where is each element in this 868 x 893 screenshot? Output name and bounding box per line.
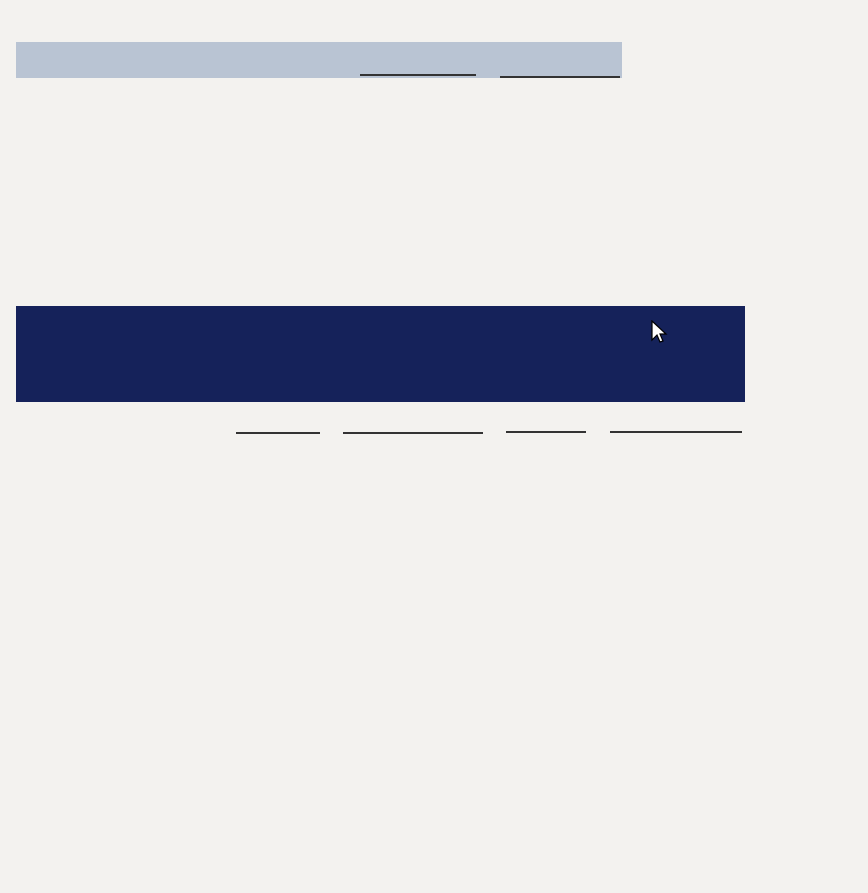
year-2016-underline [500,76,620,78]
data-table-header-band [16,42,622,78]
year-2017-underline [360,74,476,76]
col-amount-2017-underline [236,432,320,434]
col-amount-2016-underline [506,431,586,433]
mouse-cursor-icon [650,320,668,344]
col-percent-2017-underline [343,432,483,434]
schedule-header [16,306,745,402]
col-percent-2016-underline [610,431,742,433]
